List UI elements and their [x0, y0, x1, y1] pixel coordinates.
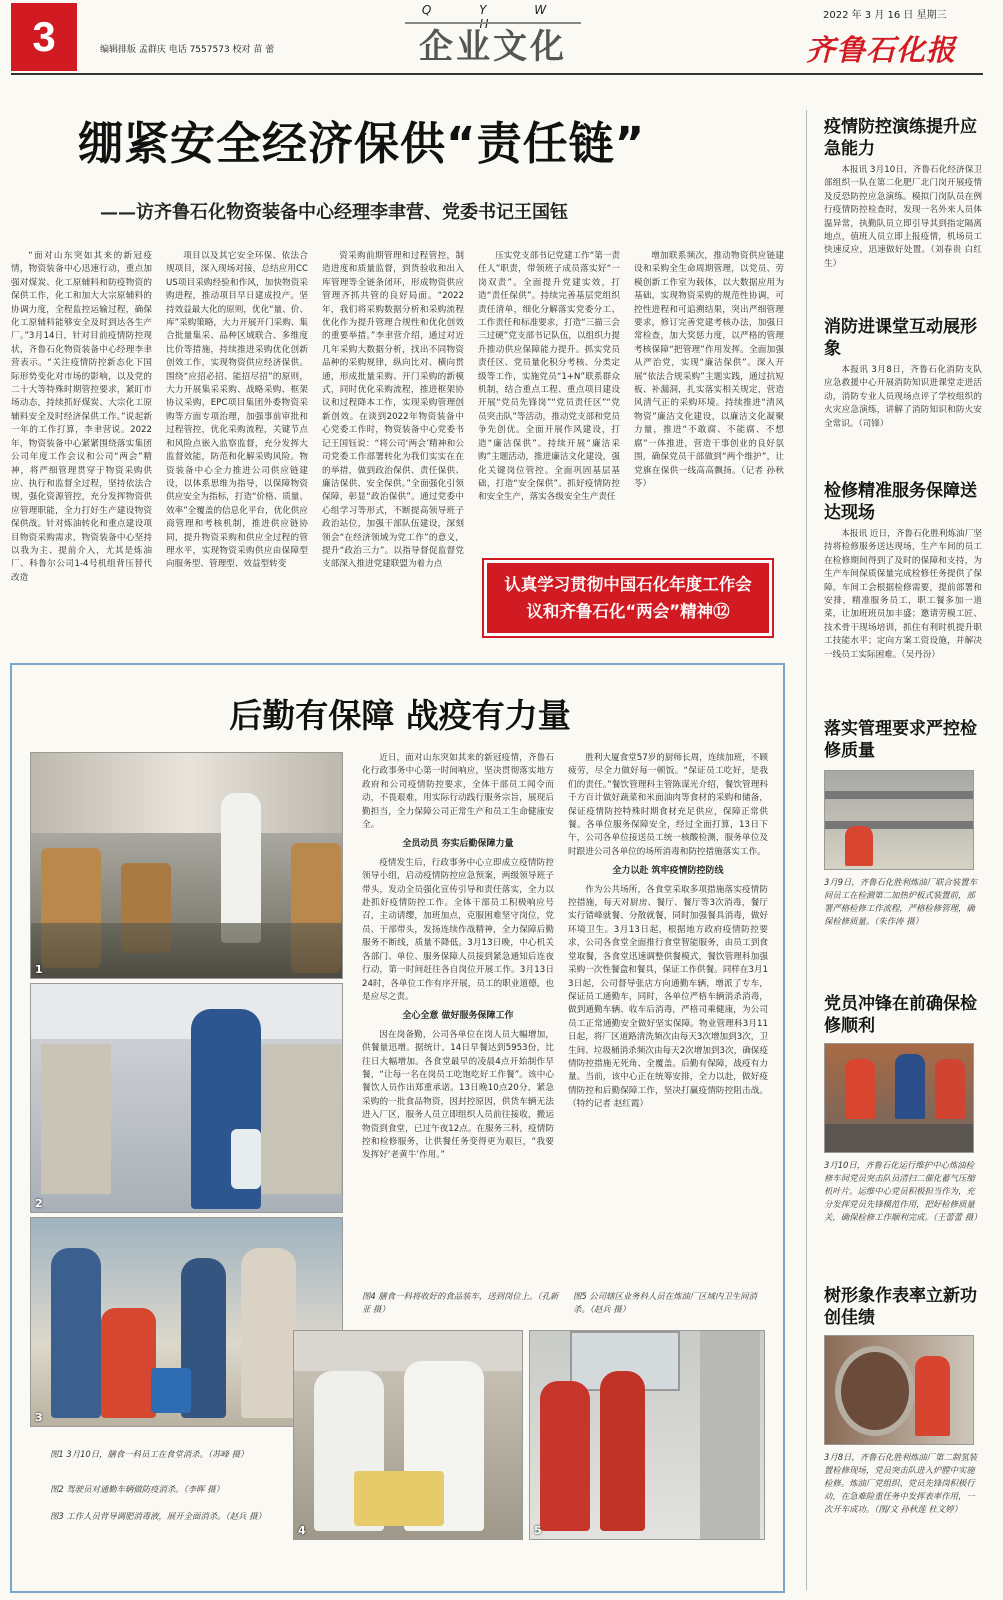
feature-subhead-2: 全心全意 做好服务保障工作 [402, 1011, 514, 1022]
header-rule [11, 73, 983, 75]
photo-number-4: 4 [298, 1524, 306, 1537]
sidebar-caption-6: 3月8日，齐鲁石化胜利炼油厂第二制氢装置检修现场，党员突击队进入炉膛中实施检修。炼油厂党组织、党员先锋岗积极行动，在急难险重任务中发挥表率作用，一次开车成功。（图/文 孙秋莲 杜文婷） [824, 1452, 978, 1514]
photo-caption-3: 图3 工作人员背导调肥消毒液，展开全面消杀。（赵兵 摄） [50, 1511, 266, 1521]
sidebar-story-4-title: 落实管理要求严控检修质量 [824, 719, 977, 761]
sidebar-photo-furnace [824, 770, 974, 870]
photo-number-1: 1 [35, 963, 43, 976]
sidebar-caption-4: 3月9日，齐鲁石化胜利炼油厂联合装置车间员工在检测第二加热炉板式装置前，部署严格检修工作流程，严格检修管理，确保检修质量。（朱作涛 摄） [824, 877, 978, 926]
paper-logo: 齐鲁石化报 [806, 33, 957, 67]
sidebar-divider [806, 110, 807, 1590]
photo-food-loading [293, 1330, 523, 1540]
lead-column-1: “面对山东突如其来的新冠疫情，物资装备中心迅速行动，重点加强对煤炭、化工原辅料和防疫物资的保供工作，化工和加大大宗原辅料的协调力度，全程监控运输过程，确保化工原辅料能够安全及时到达各生产厂。”3月14日，针对目前疫情防控现状，齐鲁石化物资装备中心经理李聿营表示。“关注疫情防控新态化下国际形势变化对市场的影响，以及党的二十大等特殊时期管控要求，紧盯市场动态，持续抓好煤炭、大宗化工原辅料安全及时经济保供工作。”说起新一年的工作打算，李聿营说。2022年，物资装备中心紧紧围绕落实集团公司年度工作会议和公司“两会”精神，将严细管理贯穿于物资采购供应、执行和监督全过程，坚持依法合规，强化资源管控，充分发挥物资供应管理职能，全力打好生产建设物资保供战。针对炼油转化和重点建设项目物资采购需求，物资装备中心坚持以我为主、提前介入，尤其是炼油厂、科鲁尔公司1-4号机组背压替代改造 [11, 251, 152, 583]
theme-banner-text: 认真学习贯彻中国石化年度工作会议和齐鲁石化“两会”精神⑫ [504, 575, 752, 621]
sidebar-story-1-body: 本报讯 3月10日，齐鲁石化经济保卫部组织一队在第二化肥厂北门岗开展疫情及反恐防控应急演练。模拟门岗队员在例行疫情防控检查时，发现一名外来人员体温异常，执勤队员立即引导其到指定隔离地点，值班人员立即上报疫情，机场员工快速反应，迅速做好处置。（刘春贵 白红生） [824, 165, 982, 269]
sidebar-story-6 [824, 1285, 982, 1515]
sidebar-story-1-title: 疫情防控演练提升应急能力 [824, 117, 977, 159]
photo-number-2: 2 [35, 1197, 43, 1210]
photo-number-3: 3 [35, 1411, 43, 1424]
editor-info: 编辑排版 孟群庆 电话 7557573 校对 苗 蕾 [100, 45, 275, 55]
photo-caption-5: 图5 公司辖区业务科人员在炼油厂区域内卫生间消杀。（赵兵 摄） [573, 1291, 757, 1314]
sidebar-story-6-title: 树形象作表率立新功创佳绩 [824, 1286, 977, 1328]
feature-column-2: 胜利大厦食堂57岁的厨师长周，连续加班，不顾疲劳，尽全力做好每一顿饭。“保证员工吃好，是我们的责任。”餐饮管理科主管陈谋光介绍，餐饮管理科千方百计做好蔬菜和米面油肉等食材的采购和储备，保证疫情防控特殊时期食材充足供应，保障正常供餐。各单位服务保障安全，经过全面打算，13日下午，公司各单位接送员工统一核酸检测，服务单位及时跟进公司各单位的场所消毒和防控措施落实工作。 全力以赴 筑牢疫情防控防线 作为公共场所，各食堂采取多项措施落实疫情防控措施，每天对厨房、餐厅、餐厅等3次消毒，餐厅实行错峰就餐、分散就餐，同时加强餐具消毒，做好环境卫生。3月13日起，根据地方政府疫情防控要求，公司各食堂全面推行食堂智能服务，由员工到食堂取餐，各食堂迅速调整供餐模式，餐饮管理科加强采购一次性餐盒和餐具，保证工作供餐。同样在3月13日起，公司督导张店方向通勤车辆，增派了专车，保证员工通勤车，同时，各单位严格车辆消杀消毒，做到通勤车辆、收车后消毒，严格司乘健康，为公司员工正常通勤安全做好坚实保障。物业管理科3月11日起，将厂区道路清洗频次由每天3次增加到3次，卫生间、垃圾桶消杀频次由每天2次增加到3次，确保疫情防控措施无死角、全覆盖。后勤有保障，战疫有力量。当前，该中心正在统筹安排，全力以赴，做好疫情防控和后勤保障工作，坚决打赢疫情防控阻击战。（特约记者 赵红霞） [568, 753, 768, 1110]
photo-caption-4: 图4 膳食一科将收好的食品装车，送到岗位上。（孔新亚 摄） [362, 1291, 559, 1314]
sidebar-story-3-title: 检修精准服务保障送达现场 [824, 481, 977, 523]
sidebar-caption-5: 3月10日，齐鲁石化运行维护中心炼油检修车间党员突击队员清扫二催化蓄气压缩机叶片。运维中心党员积极担当作为，充分发挥党员先锋模范作用，把好检修质量关，确保检修工作顺利完成。（王蕾蕾 摄） [824, 1160, 982, 1222]
photo-dining-hall-disinfection [30, 752, 343, 979]
sidebar-story-2 [824, 316, 982, 462]
lead-column-3: 资采购前期管理和过程管控，制造进度和质量监督，到货验收和出入库管理等全链条闭环，形成物资供应管理齐抓共管的良好局面。“2022年，我们将采购数据分析和采购流程优化作为提升管理合规性和优化创效的重要举措。”李聿营介绍，通过对近几年采购大数据分析，找出不同物资品种的采购规律，纵向比对、横向贯通，形成批量采购、开门采购的新模式，同时优化采购流程，推进框架协议和过程降本工作，实现采购管理创新创效。在谈到2022年物资装备中心党委工作时，物资装备中心党委书记王国钰说：“将公司‘两会’精神和公司党委工作部署转化为我们实实在在的举措，做到政治保供、责任保供、廉洁保供、安全保供。”全面强化引领保障，彰显“政治保供”。通过党委中心组学习等形式，不断提高领导班子政治站位，加强干部队伍建设，深刻领会“在经济领域为党工作”的意义，提升“政治三力”。以指导督促监督党支部深入推进党建联盟为着力点 [322, 251, 464, 570]
feature-column-1: 近日，面对山东突如其来的新冠疫情，齐鲁石化行政事务中心第一时间响应，坚决贯彻落实地方政府和公司疫情防控要求，全体干部员工闻令而动，不畏艰难，用实际行动践行服务宗旨，展现后勤担当，全力保障公司正常生产和员工生命健康安全。 全员动员 夯实后勤保障力量 疫情发生后，行政事务中心立即成立疫情防控领导小组，启动疫情防控应急预案，两级领导班子带头，发动全员强化宣传引导和责任落实，全力以赴抓好疫情防控工作。全体干部员工积极响应号召，主动请缨，加班加点，克服困难坚守岗位，党员、干部带头，发扬连续作战精神，全力保障后勤服务不断线，质量不降低。3月13日晚，中心机关各部门、单位、服务保障人员接到紧急通知后连夜行动，第一时间赶往各自岗位开展工作。3月13日24时，各单位工作有序开展，员工的职业道德，也是应尽之责。 全心全意 做好服务保障工作 因在岗备勤，公司各单位在岗人员大幅增加，供餐量迅增。据统计，14日早餐达到5953份，比往日大幅增加。各食堂最早的凌晨4点开始制作早餐，“让每一名在岗员工吃饱吃好工作餐”。该中心餐饮人员作出郑重承诺。13日晚10点20分，紧急采购的一批食品物资，因封控原因，供货车辆无法进入厂区，服务人员立即组织人员前往接收，搬运物资到食堂，已过午夜12点。在服务三科，疫情防控和检修服务，让供餐任务变得更为艰巨，“我要发挥好‘老黄牛’作用。” [362, 753, 554, 1161]
lead-column-4: 压实党支部书记党建工作“第一责任人”职责，带领班子成员落实好“一岗双责”。全面提升党建实效，打造“责任保供”。持续完善基层党组织责任清单，细化分解落实党委分工、工作责任和标准要求，打造“三描三会三过硬”党支部书记队伍，以组织力提升推动供应保障能力提升。抓实党员责任区、党员量化积分考核、分类定级等工作，实施党员“1+N”联系群众机制，结合重点工程、重点项目建设开展“党员先锋岗”“党员责任区”“党员突击队”等活动，推动党支部和党员争先创优。全面开展作风建设，打造“廉洁保供”。持续开展“廉洁采购”主题活动，推进廉洁文化建设，强化关键岗位管控。全面巩固基层基础，打造“安全保供”。抓好疫情防控和安全生产，落实各级安全生产责任 [478, 251, 620, 503]
sidebar-photo-compressor [824, 1043, 974, 1153]
photo-caption-1: 图1 3月10日，膳食一科员工在食堂消杀。（苏峰 摄） [50, 1449, 249, 1459]
sidebar-story-3 [824, 480, 982, 708]
lead-subheadline: ——访齐鲁石化物资装备中心经理李聿营、党委书记王国钰 [100, 202, 568, 223]
feature-subhead-3: 全力以赴 筑牢疫情防控防线 [612, 866, 724, 877]
sidebar-story-5-title: 党员冲锋在前确保检修顺利 [824, 994, 977, 1036]
sidebar-story-3-body: 本报讯 近日，齐鲁石化胜利炼油厂坚持将检修服务送达现场，生产车间的员工在检修期间得到了及时的保障和支持，为生产车间保质保量完成检修任务提供了保障。车间工会根据检修需要，提前部署和安排，精准服务员工，职工餐多加一道菜，让加班班员加丰盛；邀请劳模工匠、技术骨干现场培训，抓住有利时机提升职工技能水平；定向方案工资设施，并解决一线员工实际困难。（吴丹汾） [824, 529, 982, 660]
date-line: 2022 年 3 月 16 日 星期三 [823, 10, 947, 21]
feature-subhead-1: 全员动员 夯实后勤保障力量 [402, 839, 514, 850]
sidebar-story-5 [824, 993, 982, 1267]
photo-caption-2: 图2 驾驶员对通勤车辆做防疫消杀。（李晖 摄） [50, 1484, 224, 1494]
sidebar-story-1 [824, 116, 982, 304]
photo-number-5: 5 [534, 1524, 542, 1537]
page-number-box: 3 [11, 3, 77, 71]
sidebar-story-4 [824, 718, 982, 954]
section-title: 企业文化 [405, 22, 581, 68]
sidebar-story-2-title: 消防进课堂互动展形象 [824, 317, 977, 359]
sidebar-photo-furnace-hatch [824, 1335, 974, 1445]
lead-column-5: 增加联系频次，推动物资供应链建设和采购全生命周期管理，以党员、劳模创新工作室为载体，以大数据应用为基础，实现物资采购的规范性协调，可控性进程和可追溯结果，突出严细管理要求，修订完善党建考核办法，加强日常检查，加大奖惩力度，以严格的管理考核保障“把管理”作用发挥。全面加强从严治党，实现“廉洁保供”。深入开展“依法合规采购”主题实践，通过抗短板、补漏洞，扎实落实相关规定，营造风清气正的采购环境。持续推进“清风物资”廉洁文化建设，以廉洁文化凝聚力量，推进“不敢腐、不能腐、不想腐”一体推进，营造干事创业的良好氛围，确保党员干部做到“两个维护”，让党旗在保供一线高高飘扬。（记者 孙秋苓） [634, 251, 784, 489]
theme-banner [484, 560, 772, 636]
lead-headline: 绷紧安全经济保供“责任链” [78, 117, 646, 170]
feature-headline: 后勤有保障 战疫有力量 [229, 696, 571, 735]
photo-bus-disinfection [30, 983, 343, 1213]
section-pinyin: Q Y W H [421, 3, 569, 31]
sidebar-story-2-body: 本报讯 3月8日，齐鲁石化消防支队应急救援中心开展消防知识进课堂走进活动，消防专业人员现场点评了学校组织的火灾应急演练，讲解了消防知识和防火安全常识。（司锋） [824, 365, 982, 429]
photo-restroom-disinfection [529, 1330, 765, 1540]
lead-column-2: 项目以及其它安全环保、依法合规项目，深入现场对接，总结应用CCUS项目采购经验和作风，加快物资采购进程，推动项目早日建成投产。坚持效益最大化的原则，优化“量、价、库”采购策略，大力开展开门采购、集合批量集采、品种区域联合、多维度比价等措施，持续推进采购优化创新创效工作，实现物资供应经济保供。围绕“应招必招、能招尽招”的原则，大力开展集采采购、战略采购、框架协议采购，EPC项目集团外委物资采购等方面专项治理，加强事前审批和过程管控，优化采购流程，关键节点和风险点嵌入监察监督，充分发挥大监督效能，防范和化解采购风险。物资装备中心全力推进公司供应链建设，以体系思维为指导，以保障物资供应安全为指标，打造“价格、质量、效率”全覆盖的信息化平台，优化供应商管理和考核机制，推进供应链协同，提升物资采购和供应全过程的管理水平，实现物资采购供应由保障型向服务型、管理型、效益型转变 [166, 251, 308, 570]
